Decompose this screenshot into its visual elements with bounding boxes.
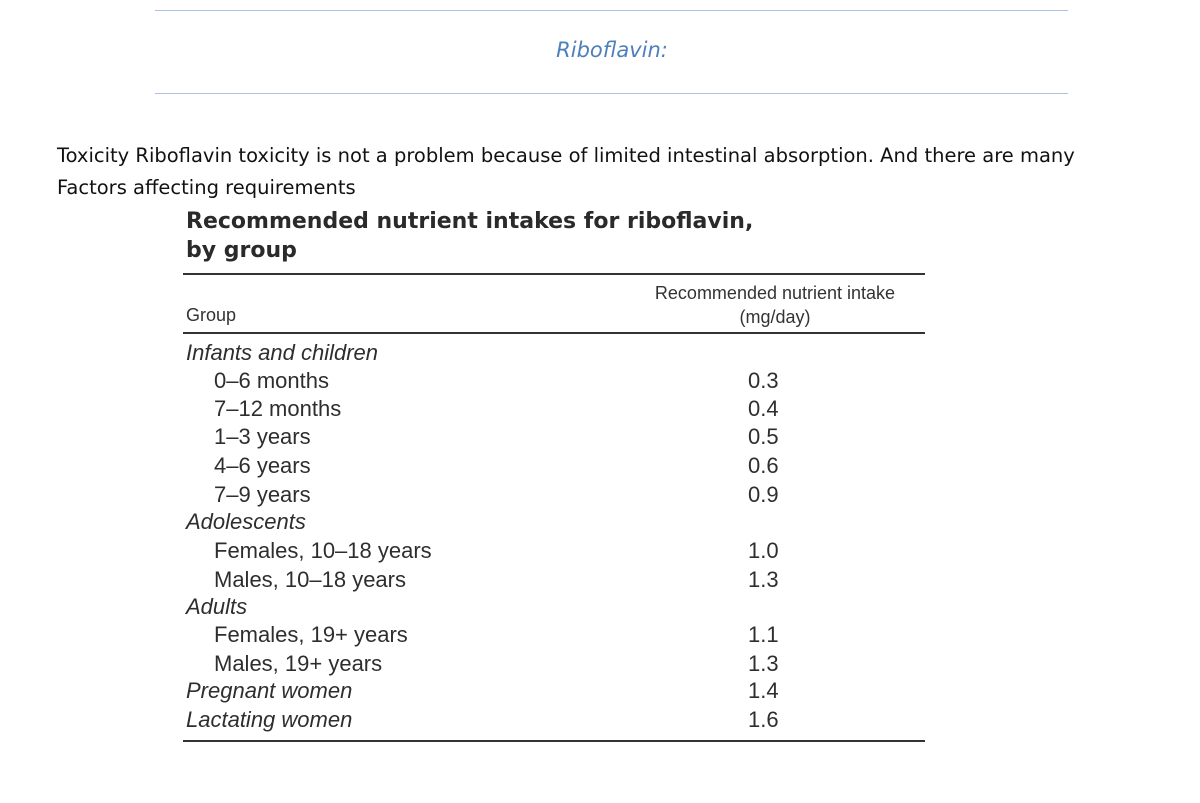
- row-intake-value: 0.5: [748, 424, 779, 449]
- table-header-rule: [183, 332, 925, 334]
- table-title-line: by group: [186, 238, 297, 263]
- row-group-label: 0–6 months: [214, 368, 329, 393]
- section-heading: Riboflavin:: [556, 38, 668, 62]
- column-header-intake: [580, 281, 970, 329]
- row-group-label: Females, 10–18 years: [214, 538, 432, 563]
- table-row: [0, 567, 1200, 595]
- row-group-label: 4–6 years: [214, 453, 311, 478]
- row-intake-value: 1.3: [748, 567, 779, 592]
- row-intake-value: 0.9: [748, 482, 779, 507]
- table-top-rule: [183, 273, 925, 275]
- table-title: [186, 207, 753, 265]
- row-intake-value: 1.1: [748, 622, 779, 647]
- table-row: [0, 651, 1200, 679]
- row-intake-value: 1.3: [748, 651, 779, 676]
- row-intake-value: 0.3: [748, 368, 779, 393]
- heading-divider: [155, 93, 1068, 94]
- row-intake-value: 1.4: [748, 678, 779, 703]
- row-intake-value: 1.6: [748, 707, 779, 732]
- row-group-label: Adolescents: [186, 509, 306, 534]
- table-row: [0, 622, 1200, 650]
- top-divider: [155, 10, 1068, 11]
- row-group-label: 7–9 years: [214, 482, 311, 507]
- table-row: [0, 368, 1200, 396]
- row-group-label: Males, 19+ years: [214, 651, 383, 676]
- table-bottom-rule: [183, 740, 925, 742]
- row-intake-value: 0.4: [748, 396, 779, 421]
- row-intake-value: 0.6: [748, 453, 779, 478]
- table-row: [0, 482, 1200, 510]
- table-row: [0, 678, 1200, 706]
- row-group-label: 7–12 months: [214, 396, 342, 421]
- table-title-line: Recommended nutrient intakes for riboflavin,: [186, 209, 754, 234]
- table-row: [0, 453, 1200, 481]
- row-group-label: Adults: [186, 594, 248, 619]
- row-group-label: Pregnant women: [186, 678, 353, 703]
- body-paragraph: [57, 140, 1187, 204]
- column-header-intake-unit: (mg/day): [739, 307, 811, 327]
- table-row: [0, 707, 1200, 735]
- paragraph-line: Factors affecting requirements: [57, 176, 356, 199]
- row-group-label: Infants and children: [186, 340, 379, 365]
- column-header-intake-line: Recommended nutrient intake: [654, 283, 896, 303]
- row-group-label: Lactating women: [186, 707, 353, 732]
- row-intake-value: 1.0: [748, 538, 779, 563]
- table-row: [0, 509, 1200, 537]
- paragraph-line: Toxicity Riboflavin toxicity is not a problem because of limited intestinal absorption. And there are many: [57, 144, 1075, 167]
- table-row: [0, 340, 1200, 368]
- table-row: [0, 594, 1200, 622]
- row-group-label: Females, 19+ years: [214, 622, 408, 647]
- row-group-label: Males, 10–18 years: [214, 567, 406, 592]
- column-header-group: Group: [186, 305, 237, 325]
- row-group-label: 1–3 years: [214, 424, 311, 449]
- table-row: [0, 538, 1200, 566]
- table-row: [0, 396, 1200, 424]
- table-row: [0, 424, 1200, 452]
